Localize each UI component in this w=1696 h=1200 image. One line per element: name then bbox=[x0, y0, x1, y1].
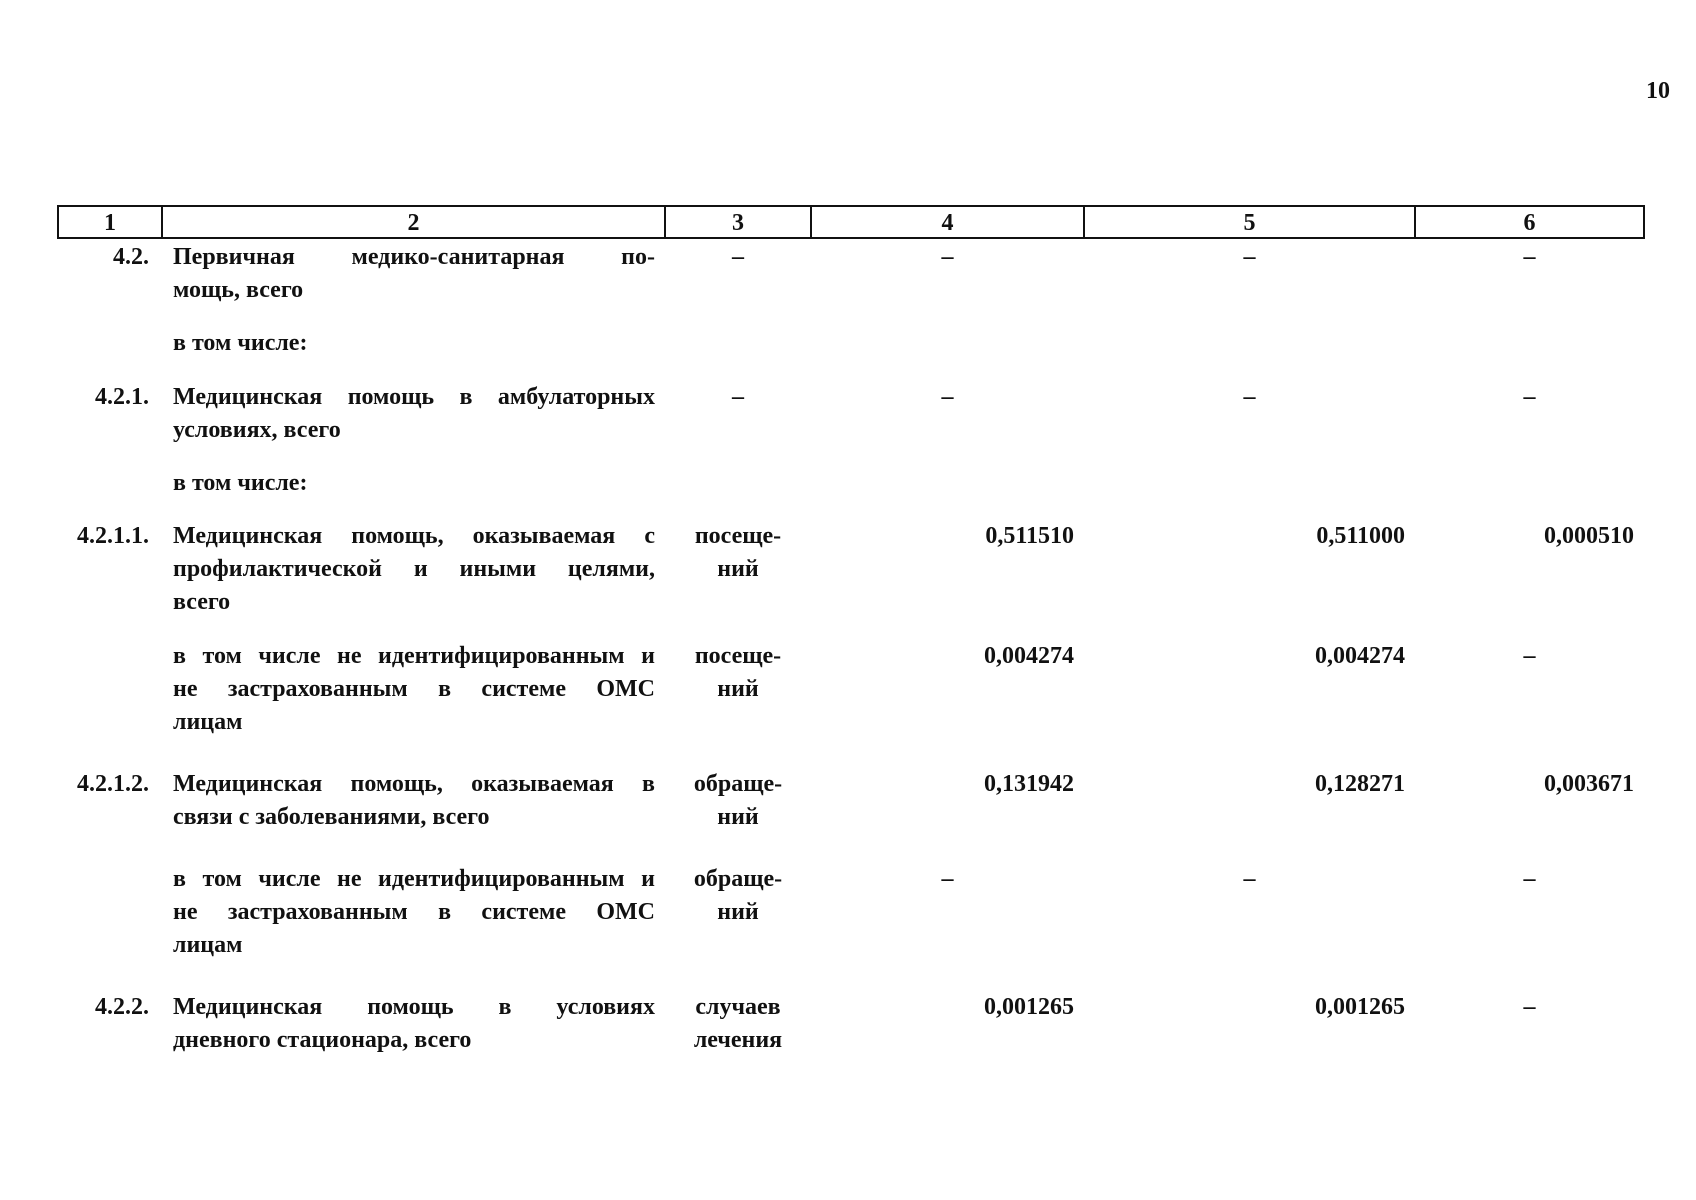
row-unit-line: ний bbox=[717, 899, 759, 925]
row-name-line: условиях, всего bbox=[173, 417, 341, 443]
row-name-line: не застрахованным в системе ОМС bbox=[173, 899, 655, 925]
row-unit-dash: – bbox=[732, 244, 744, 270]
column-header-2: 2 bbox=[162, 206, 665, 238]
row-value-cell-6: – bbox=[1523, 643, 1536, 669]
column-number-header-row bbox=[58, 206, 1644, 238]
data-table-container bbox=[57, 205, 1643, 1057]
table-row bbox=[58, 619, 1644, 739]
row-value-cell-4: 0,004274 bbox=[984, 643, 1074, 669]
row-value-cell-5: 0,511000 bbox=[1316, 523, 1405, 549]
row-unit-dash: – bbox=[732, 384, 744, 410]
row-name-line: в том числе не идентифицированным и bbox=[173, 643, 655, 669]
page-number: 10 bbox=[1646, 78, 1670, 104]
table-row bbox=[58, 447, 1644, 500]
row-value-cell-6: – bbox=[1523, 384, 1536, 410]
table-row bbox=[58, 360, 1644, 447]
row-unit-line: посеще- bbox=[694, 523, 782, 549]
row-name-line: в том числе не идентифицированным и bbox=[173, 866, 655, 892]
column-header-3: 3 bbox=[665, 206, 811, 238]
row-name-cell bbox=[162, 238, 665, 307]
row-value-cell-4: 0,001265 bbox=[984, 994, 1074, 1020]
row-name-line: Медицинская помощь, оказываемая с bbox=[173, 523, 655, 549]
row-value-cell-4: 0,131942 bbox=[984, 771, 1074, 797]
row-value-cell-5: – bbox=[1243, 244, 1256, 270]
row-unit-line: ний bbox=[717, 676, 759, 702]
row-value-cell-5: – bbox=[1243, 384, 1256, 410]
row-unit-line: ний bbox=[717, 556, 759, 582]
row-value-cell-6: – bbox=[1523, 866, 1536, 892]
row-value-cell-4 bbox=[811, 307, 1084, 360]
table-row bbox=[58, 307, 1644, 360]
table-row bbox=[58, 834, 1644, 962]
row-name-line: профилактической и иными целями, bbox=[173, 556, 655, 582]
row-name-cell bbox=[162, 500, 665, 619]
table-row bbox=[58, 500, 1644, 619]
row-number-cell: 4.2.1.1. bbox=[77, 523, 149, 549]
row-unit-cell bbox=[665, 739, 811, 834]
row-value-cell-4: – bbox=[941, 244, 954, 270]
row-unit-cell bbox=[665, 447, 811, 500]
row-number-cell bbox=[58, 834, 162, 962]
row-value-cell-6 bbox=[1415, 307, 1644, 360]
row-value-cell-5: 0,128271 bbox=[1315, 771, 1405, 797]
row-number-cell bbox=[58, 447, 162, 500]
table-body bbox=[58, 238, 1644, 1057]
row-value-cell-6: – bbox=[1523, 244, 1536, 270]
row-number-cell: 4.2.2. bbox=[95, 994, 149, 1020]
row-number-cell bbox=[58, 307, 162, 360]
row-name-line: в том числе: bbox=[173, 470, 308, 496]
row-name-line: Медицинская помощь в амбулаторных bbox=[173, 384, 655, 410]
row-number-cell: 4.2.1. bbox=[95, 384, 149, 410]
table-row bbox=[58, 962, 1644, 1057]
row-name-cell bbox=[162, 447, 665, 500]
row-value-cell-5: 0,001265 bbox=[1315, 994, 1405, 1020]
row-unit-line: ний bbox=[717, 804, 759, 830]
row-name-cell bbox=[162, 739, 665, 834]
row-name-line: дневного стационара, всего bbox=[173, 1027, 472, 1053]
row-name-cell bbox=[162, 619, 665, 739]
row-unit-cell bbox=[665, 238, 811, 307]
row-name-cell bbox=[162, 834, 665, 962]
table-row bbox=[58, 739, 1644, 834]
row-value-cell-6: 0,000510 bbox=[1544, 523, 1634, 549]
row-unit-cell bbox=[665, 619, 811, 739]
row-unit-line: случаев bbox=[695, 994, 781, 1020]
row-name-cell bbox=[162, 307, 665, 360]
column-header-5: 5 bbox=[1084, 206, 1415, 238]
row-name-line: не застрахованным в системе ОМС bbox=[173, 676, 655, 702]
row-value-cell-4: 0,511510 bbox=[985, 523, 1074, 549]
row-value-cell-6: 0,003671 bbox=[1544, 771, 1634, 797]
data-table bbox=[57, 205, 1645, 1057]
row-unit-line: обраще- bbox=[693, 866, 783, 892]
row-value-cell-5 bbox=[1084, 307, 1415, 360]
column-header-6: 6 bbox=[1415, 206, 1644, 238]
row-number-cell bbox=[58, 619, 162, 739]
row-name-line: всего bbox=[173, 589, 231, 615]
row-value-cell-6 bbox=[1415, 447, 1644, 500]
row-name-line: в том числе: bbox=[173, 330, 308, 356]
row-name-line: Медицинская помощь в условиях bbox=[173, 994, 655, 1020]
row-unit-line: посеще- bbox=[694, 643, 782, 669]
row-unit-cell bbox=[665, 834, 811, 962]
row-name-line: лицам bbox=[173, 932, 243, 958]
row-name-line: мощь, всего bbox=[173, 277, 304, 303]
row-unit-line: обраще- bbox=[693, 771, 783, 797]
row-unit-line: лечения bbox=[693, 1027, 783, 1053]
row-name-line: связи с заболеваниями, всего bbox=[173, 804, 490, 830]
row-name-line: лицам bbox=[173, 709, 243, 735]
row-unit-cell bbox=[665, 962, 811, 1057]
row-unit-cell bbox=[665, 500, 811, 619]
row-name-line: Медицинская помощь, оказываемая в bbox=[173, 771, 655, 797]
row-value-cell-5: – bbox=[1243, 866, 1256, 892]
column-header-4: 4 bbox=[811, 206, 1084, 238]
row-value-cell-4: – bbox=[941, 384, 954, 410]
row-unit-cell bbox=[665, 307, 811, 360]
row-value-cell-5: 0,004274 bbox=[1315, 643, 1405, 669]
row-number-cell: 4.2.1.2. bbox=[77, 771, 149, 797]
row-value-cell-6: – bbox=[1523, 994, 1536, 1020]
row-value-cell-5 bbox=[1084, 447, 1415, 500]
row-name-cell bbox=[162, 962, 665, 1057]
row-name-line: Первичная медико-санитарная по- bbox=[173, 244, 655, 270]
row-name-cell bbox=[162, 360, 665, 447]
row-number-cell: 4.2. bbox=[113, 244, 149, 270]
column-header-1: 1 bbox=[58, 206, 162, 238]
row-value-cell-4 bbox=[811, 447, 1084, 500]
row-unit-cell bbox=[665, 360, 811, 447]
row-value-cell-4: – bbox=[941, 866, 954, 892]
table-row bbox=[58, 238, 1644, 307]
